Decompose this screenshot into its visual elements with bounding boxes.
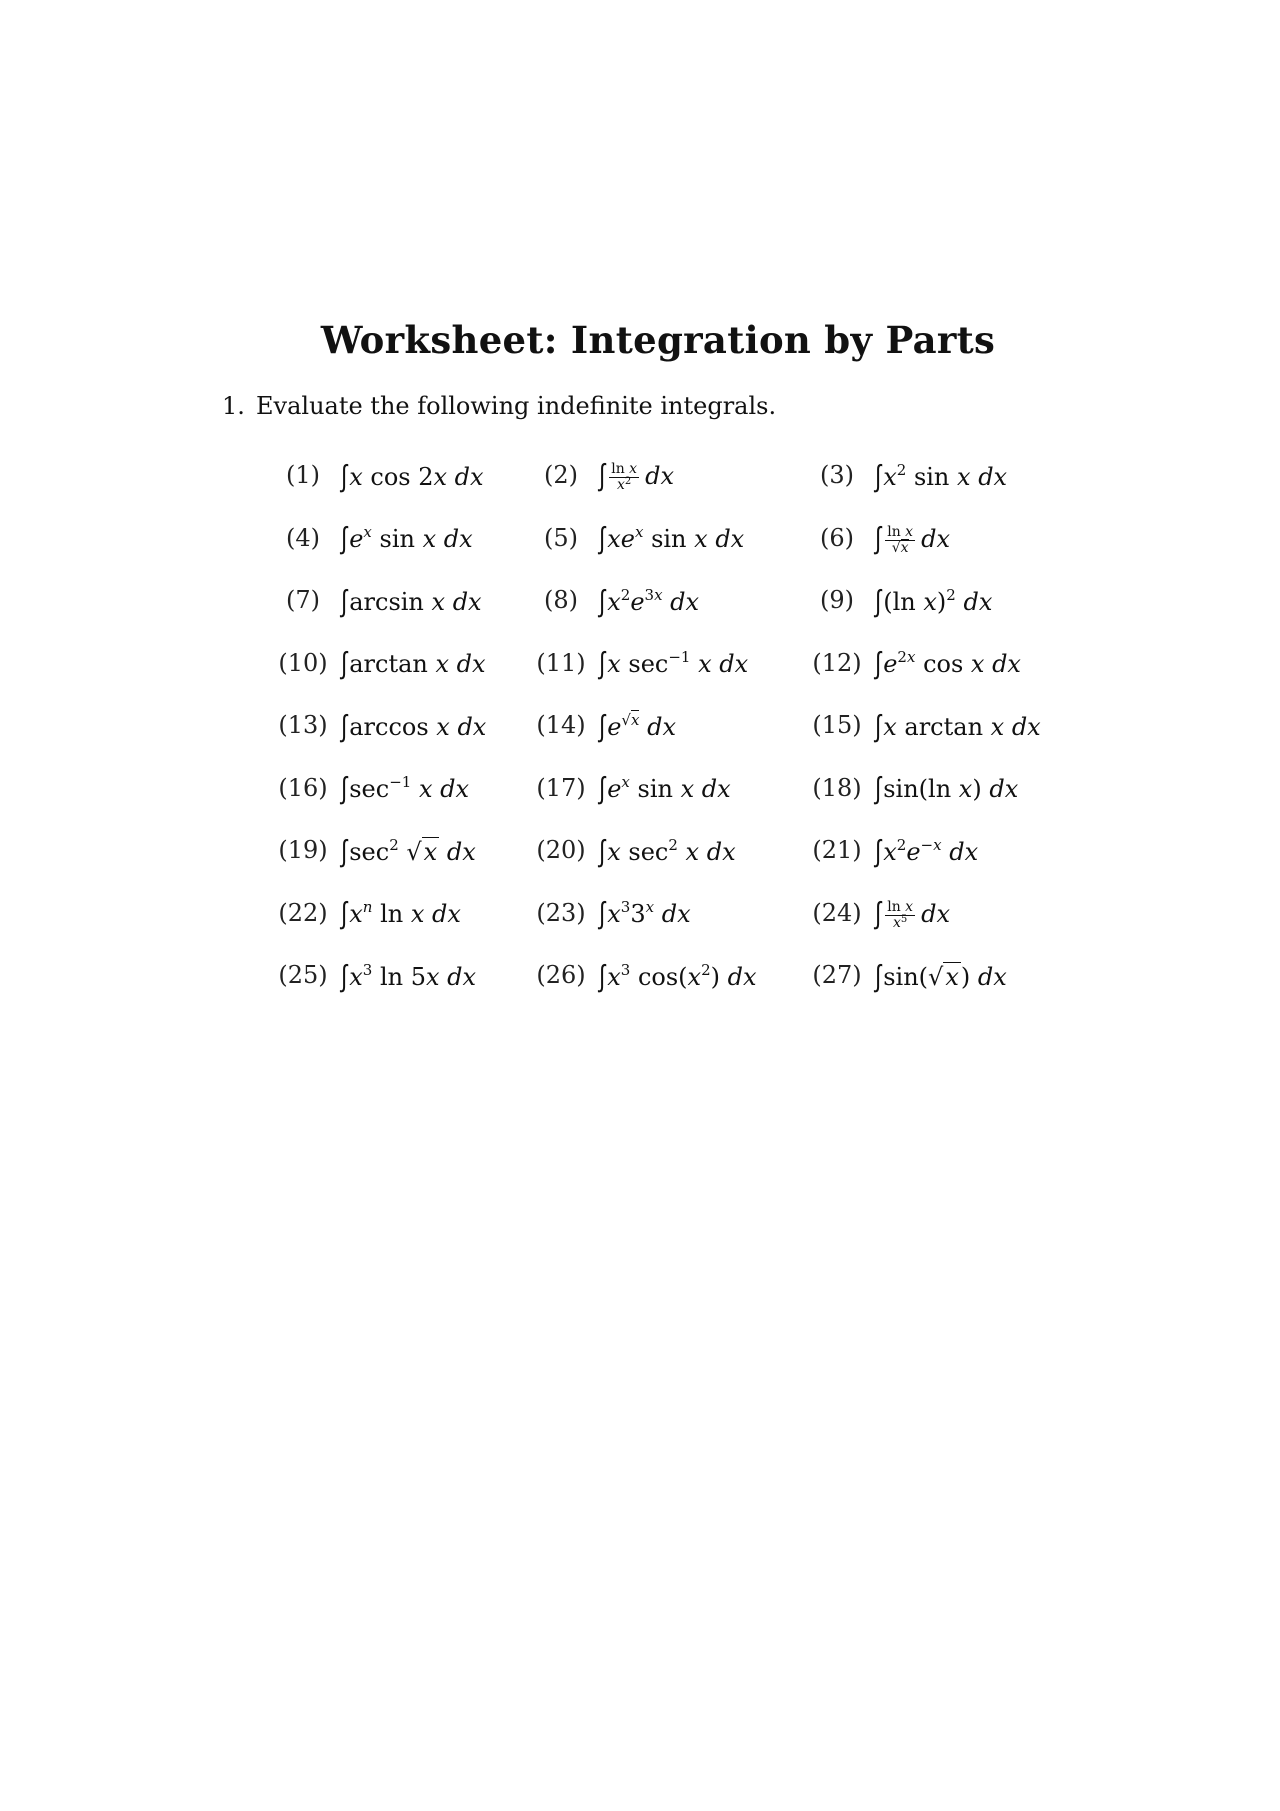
problem-item — [524, 757, 800, 820]
problem-item — [524, 632, 800, 695]
problem-expression: ∫x arctan x dx — [875, 708, 1041, 744]
problem-item — [266, 757, 524, 820]
problem-expression: $\int x^2e^{3x}$ dx — [599, 583, 700, 619]
problem-item — [800, 944, 1060, 1007]
problem-number: (1) — [286, 461, 320, 490]
problem-item — [524, 694, 800, 757]
problem-expression: ∫sin(ln x) dx — [875, 771, 1019, 807]
problem-item — [524, 819, 800, 882]
problem-number: (16) — [278, 773, 328, 802]
problem-expression: ∫ $\frac{\text{ln x}}{√x}$ dx — [875, 520, 950, 556]
problem-expression: $\int e^x$ sin x dx — [341, 521, 473, 557]
problem-number: (22) — [278, 898, 328, 927]
problem-expression: ∫arctan x dx — [341, 646, 486, 682]
problem-expression: $\int e^{√x}$ dx — [599, 708, 676, 744]
problem-item — [266, 882, 524, 945]
problem-expression: $\int x^3$ ln 5x dx — [341, 958, 477, 994]
problem-number: (15) — [812, 711, 862, 740]
problem-number: (12) — [812, 648, 862, 677]
problem-expression: $\int xe^x$ sin x dx — [599, 521, 745, 557]
problem-expression: $\int x^2$ sin x dx — [875, 458, 1008, 494]
question-text: Evaluate the following indefinite integrals. — [256, 392, 777, 420]
problem-item — [800, 569, 1060, 632]
problem-number: (5) — [544, 523, 578, 552]
problem-expression: ∫ $\frac{\text{ln x}}{x^2}$ dx — [599, 458, 674, 494]
problem-item — [524, 507, 800, 570]
problem-expression: ∫ $\frac{\text{ln x}}{x^5}$ dx — [875, 895, 950, 931]
problem-item — [800, 882, 1060, 945]
question-prompt — [222, 392, 776, 420]
problem-item — [524, 944, 800, 1007]
problem-number: (26) — [536, 961, 586, 990]
problem-number: (20) — [536, 836, 586, 865]
problem-item — [266, 507, 524, 570]
problem-expression: $\int x^2e^{-x}$ dx — [875, 833, 979, 869]
problem-number: (3) — [820, 461, 854, 490]
problem-item — [800, 507, 1060, 570]
problem-number: (6) — [820, 523, 854, 552]
problem-item — [266, 569, 524, 632]
question-number: 1. — [222, 392, 245, 420]
problem-expression: $\int\sec^{-1}$ x dx — [341, 771, 470, 807]
problem-expression: ∫sin(√x) dx — [875, 958, 1007, 994]
problem-item — [524, 882, 800, 945]
problem-number: (14) — [536, 711, 586, 740]
problem-number: (10) — [278, 648, 328, 677]
problem-expression: ∫x $\sec^{-1} x$ dx — [599, 646, 749, 682]
problem-number: (19) — [278, 836, 328, 865]
problem-number: (17) — [536, 773, 586, 802]
problem-expression: $\int x^33^x$ dx — [599, 896, 691, 932]
problem-number: (18) — [812, 773, 862, 802]
problem-item — [800, 444, 1060, 507]
problem-item — [266, 819, 524, 882]
problem-item — [266, 694, 524, 757]
problem-number: (21) — [812, 836, 862, 865]
problem-number: (7) — [286, 586, 320, 615]
problem-item — [524, 569, 800, 632]
problem-item — [266, 632, 524, 695]
problem-number: (8) — [544, 586, 578, 615]
problem-item — [800, 819, 1060, 882]
problem-expression: ∫arcsin x dx — [341, 583, 482, 619]
problem-expression: $\int x^n$ ln x dx — [341, 896, 461, 932]
problem-expression: $\int e^x$ sin x dx — [599, 771, 731, 807]
problem-number: (13) — [278, 711, 328, 740]
problem-number: (23) — [536, 898, 586, 927]
problem-number: (9) — [820, 586, 854, 615]
problem-number: (4) — [286, 523, 320, 552]
problem-number: (27) — [812, 961, 862, 990]
problem-grid — [266, 444, 1060, 1007]
problem-item — [524, 444, 800, 507]
problem-expression: ∫(ln x)$^2$ dx — [875, 583, 993, 619]
problem-expression: $\int e^{2x}$ cos x dx — [875, 646, 1021, 682]
problem-expression: $\int x^3$ $\cos(x^2)$ dx — [599, 958, 757, 994]
problem-item — [800, 632, 1060, 695]
problem-expression: ∫arccos x dx — [341, 708, 487, 744]
problem-number: (24) — [812, 898, 862, 927]
problem-number: (25) — [278, 961, 328, 990]
problem-item — [266, 444, 524, 507]
problem-expression: ∫x $\sec^2 x$ dx — [599, 833, 736, 869]
problem-item — [266, 944, 524, 1007]
problem-expression: ∫x cos 2x dx — [341, 458, 484, 494]
problem-number: (2) — [544, 461, 578, 490]
problem-item — [800, 694, 1060, 757]
worksheet-title: Worksheet: Integration by Parts — [320, 318, 996, 362]
problem-item — [800, 757, 1060, 820]
problem-expression: $\int\sec^2$ √x dx — [341, 833, 476, 869]
problem-number: (11) — [536, 648, 586, 677]
